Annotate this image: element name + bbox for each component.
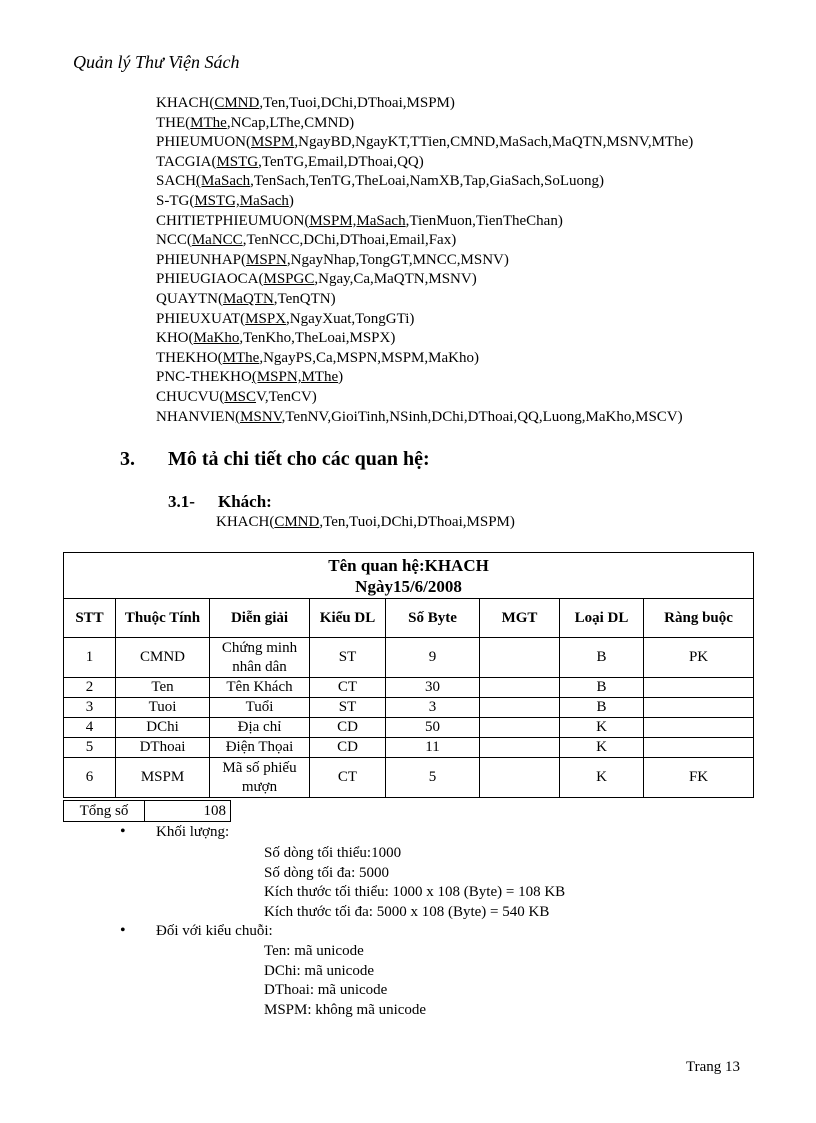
table-title-row <box>64 553 754 599</box>
relation-name: Tên quan hệ:KHACH <box>328 556 489 575</box>
schema-text: ,TenQTN) <box>273 290 336 307</box>
table-cell: ST <box>310 698 386 718</box>
schema-line <box>156 192 693 212</box>
schema-key: MThe <box>222 349 260 366</box>
schema-line <box>156 349 693 369</box>
column-header: Thuộc Tính <box>116 599 210 638</box>
schema-text: ,TenNV,GioiTinh,NSinh,DChi,DThoai,QQ,Luong,MaKho,MSCV) <box>281 408 683 425</box>
schema-line <box>156 290 693 310</box>
schema-line <box>156 94 693 114</box>
column-header: Loại DL <box>560 599 644 638</box>
schema-text: V,TenCV) <box>256 388 317 405</box>
schema-text: PNC-THEKHO <box>156 369 252 386</box>
column-header: Kiểu DL <box>310 599 386 638</box>
table-cell <box>480 638 560 678</box>
table-row <box>64 638 754 678</box>
schema-text: ,TenTG,Email,DThoai,QQ) <box>258 153 424 170</box>
schema-key: MSPM <box>251 134 295 151</box>
table-cell: 3 <box>386 698 480 718</box>
column-header: Số Byte <box>386 599 480 638</box>
schema-text: ,TenKho,TheLoai,MSPX) <box>239 330 396 347</box>
table-cell: FK <box>644 758 754 798</box>
detail-line: Số dòng tối thiểu:1000 <box>264 845 402 861</box>
table-cell <box>480 758 560 798</box>
schema-line <box>156 133 693 153</box>
table-cell <box>480 718 560 738</box>
schema-key: (MSPM,MaSach <box>304 212 406 229</box>
schema-line <box>156 329 693 349</box>
table-cell: CT <box>310 758 386 798</box>
schema-key: CMND <box>274 514 320 530</box>
table-cell: CD <box>310 718 386 738</box>
subsection-title: Khách: <box>218 492 272 511</box>
schema-line <box>156 368 693 388</box>
table-row <box>64 678 754 698</box>
bullet-label: Đối với kiểu chuỗi: <box>156 923 273 939</box>
schema-line <box>156 310 693 330</box>
schema-key: MaKho <box>193 330 240 347</box>
table-cell <box>644 698 754 718</box>
schema-text: SACH <box>156 173 197 190</box>
relation-schema <box>216 514 515 531</box>
schema-text: ) <box>338 369 344 386</box>
schema-text: NCC( <box>156 232 192 249</box>
table-cell <box>644 738 754 758</box>
schema-key: (MSPN,MThe <box>251 369 339 386</box>
table-cell <box>644 718 754 738</box>
schema-text: KHO( <box>156 330 194 347</box>
table-cell: B <box>560 678 644 698</box>
schema-text: THE( <box>156 114 191 131</box>
table-cell: 50 <box>386 718 480 738</box>
subsection-number: 3.1- <box>168 492 195 511</box>
schema-text: TACGIA( <box>156 153 217 170</box>
page-header: Quản lý Thư Viện Sách <box>73 52 240 72</box>
table-cell: 9 <box>386 638 480 678</box>
table-cell: Ten <box>116 678 210 698</box>
table-cell: Chứng minh nhân dân <box>210 638 310 678</box>
table-cell: B <box>560 698 644 718</box>
schema-key: MSPN <box>246 251 287 268</box>
table-row <box>64 698 754 718</box>
schema-text: KHACH( <box>216 514 275 530</box>
table-cell <box>480 678 560 698</box>
table-cell: CT <box>310 678 386 698</box>
detail-line: Số dòng tối đa: 5000 <box>264 864 390 881</box>
schema-key: MSTG <box>216 153 259 170</box>
table-cell: 5 <box>386 758 480 798</box>
schema-text: ,NgayPS,Ca,MSPN,MSPM,MaKho) <box>259 349 479 366</box>
table-cell: Tuoi <box>116 698 210 718</box>
table-cell: CMND <box>116 638 210 678</box>
table-cell <box>480 738 560 758</box>
table-cell: K <box>560 718 644 738</box>
table-cell: Mã số phiếu mượn <box>210 758 310 798</box>
schema-line <box>156 270 693 290</box>
table-cell: 2 <box>64 678 116 698</box>
schema-line <box>156 251 693 271</box>
schema-text: KHACH( <box>156 95 215 111</box>
schema-text: ,Ten,Tuoi,DChi,DThoai,MSPM) <box>259 95 455 111</box>
table-cell: K <box>560 758 644 798</box>
schema-text: PHIEUGIAOCA( <box>156 271 264 288</box>
section-title: Mô tả chi tiết cho các quan hệ: <box>168 448 430 470</box>
bullet-item <box>120 823 229 841</box>
table-cell: 6 <box>64 758 116 798</box>
relation-table <box>63 552 754 798</box>
schema-text: ) <box>288 192 294 209</box>
table-cell: ST <box>310 638 386 678</box>
table-cell: DChi <box>116 718 210 738</box>
table-header-row <box>64 599 754 638</box>
column-header: Diễn giải <box>210 599 310 638</box>
total-value: 108 <box>145 801 231 822</box>
schema-key: CMND <box>214 95 260 111</box>
relation-date: Ngày15/6/2008 <box>355 577 462 596</box>
detail-line: DThoai: mã unicode <box>264 982 388 999</box>
table-cell <box>480 698 560 718</box>
schema-key: MSC <box>224 388 257 405</box>
page-number: Trang 13 <box>686 1059 741 1075</box>
schema-key: (MaSach <box>196 173 251 190</box>
schema-text: THEKHO( <box>156 349 223 366</box>
schema-text: CHUCVU( <box>156 388 225 405</box>
schema-text: ,Ten,Tuoi,DChi,DThoai,MSPM) <box>319 514 515 530</box>
table-title <box>64 553 754 599</box>
total-table <box>63 800 231 822</box>
table-cell: CD <box>310 738 386 758</box>
schema-text: PHIEUNHAP( <box>156 251 246 268</box>
schema-key: MSPX <box>245 310 287 327</box>
bullet-icon: • <box>120 922 126 939</box>
column-header: Ràng buộc <box>644 599 754 638</box>
total-row <box>64 801 231 822</box>
schema-text: ,NgayNhap,TongGT,MNCC,MSNV) <box>286 251 509 268</box>
table-cell: 5 <box>64 738 116 758</box>
schema-key: (MSNV <box>235 408 282 425</box>
schema-line <box>156 212 693 232</box>
table-cell: 3 <box>64 698 116 718</box>
detail-line: MSPM: không mã unicode <box>264 1001 427 1018</box>
total-label: Tổng số <box>64 801 145 822</box>
schema-text: ,NgayXuat,TongGTi) <box>286 310 415 327</box>
schema-list <box>156 94 693 427</box>
schema-text: CHITIETPHIEUMUON <box>156 212 305 229</box>
schema-line <box>156 172 693 192</box>
table-cell: 30 <box>386 678 480 698</box>
bullet-icon: • <box>120 823 126 840</box>
section-number: 3. <box>120 448 135 470</box>
schema-text: S-TG( <box>156 192 195 209</box>
schema-text: ,Ngay,Ca,MaQTN,MSNV) <box>314 271 477 288</box>
table-cell: DThoai <box>116 738 210 758</box>
table-cell: Tuổi <box>210 698 310 718</box>
column-header: MGT <box>480 599 560 638</box>
table-cell: MSPM <box>116 758 210 798</box>
schema-text: NHANVIEN <box>156 408 236 425</box>
schema-text: QUAYTN( <box>156 290 223 307</box>
schema-text: PHIEUMUON( <box>156 134 251 151</box>
schema-key: MSTG,MaSach <box>194 192 289 209</box>
table-row <box>64 718 754 738</box>
table-row <box>64 758 754 798</box>
schema-line <box>156 388 693 408</box>
schema-key: MaQTN <box>222 290 274 307</box>
table-row <box>64 738 754 758</box>
schema-line <box>156 231 693 251</box>
table-cell: 11 <box>386 738 480 758</box>
schema-text: ,TienMuon,TienTheChan) <box>405 212 563 229</box>
table-cell: 1 <box>64 638 116 678</box>
detail-line: DChi: mã unicode <box>264 962 374 979</box>
schema-text: ,NgayBD,NgayKT,TTien,CMND,MaSach,MaQTN,MSNV,MThe) <box>294 134 694 151</box>
schema-key: MSPGC <box>263 271 315 288</box>
table-cell: B <box>560 638 644 678</box>
bullet-item <box>120 922 273 940</box>
schema-line <box>156 153 693 173</box>
schema-line <box>156 408 693 428</box>
detail-line: Ten: mã unicode <box>264 943 364 959</box>
section-heading <box>120 448 430 471</box>
table-cell: PK <box>644 638 754 678</box>
table-cell: Điện Thọai <box>210 738 310 758</box>
subsection-heading <box>168 492 272 512</box>
detail-line: Kích thước tối đa: 5000 x 108 (Byte) = 540 KB <box>264 903 550 920</box>
schema-text: ,TenNCC,DChi,DThoai,Email,Fax) <box>242 232 457 249</box>
table-cell: Tên Khách <box>210 678 310 698</box>
bullet-details <box>264 942 426 1020</box>
bullet-label: Khối lượng: <box>156 824 230 840</box>
schema-key: MThe <box>190 114 227 131</box>
column-header: STT <box>64 599 116 638</box>
detail-line: Kích thước tối thiểu: 1000 x 108 (Byte) = 108 KB <box>264 884 566 901</box>
schema-key: MaNCC <box>191 232 243 249</box>
table-cell: K <box>560 738 644 758</box>
schema-line <box>156 114 693 134</box>
table-cell: Địa chỉ <box>210 718 310 738</box>
table-cell: 4 <box>64 718 116 738</box>
schema-text: PHIEUXUAT( <box>156 310 246 327</box>
table-cell <box>644 678 754 698</box>
schema-text: ,TenSach,TenTG,TheLoai,NamXB,Tap,GiaSach,SoLuong) <box>250 173 605 190</box>
schema-text: ,NCap,LThe,CMND) <box>226 114 355 131</box>
bullet-details <box>264 844 565 922</box>
